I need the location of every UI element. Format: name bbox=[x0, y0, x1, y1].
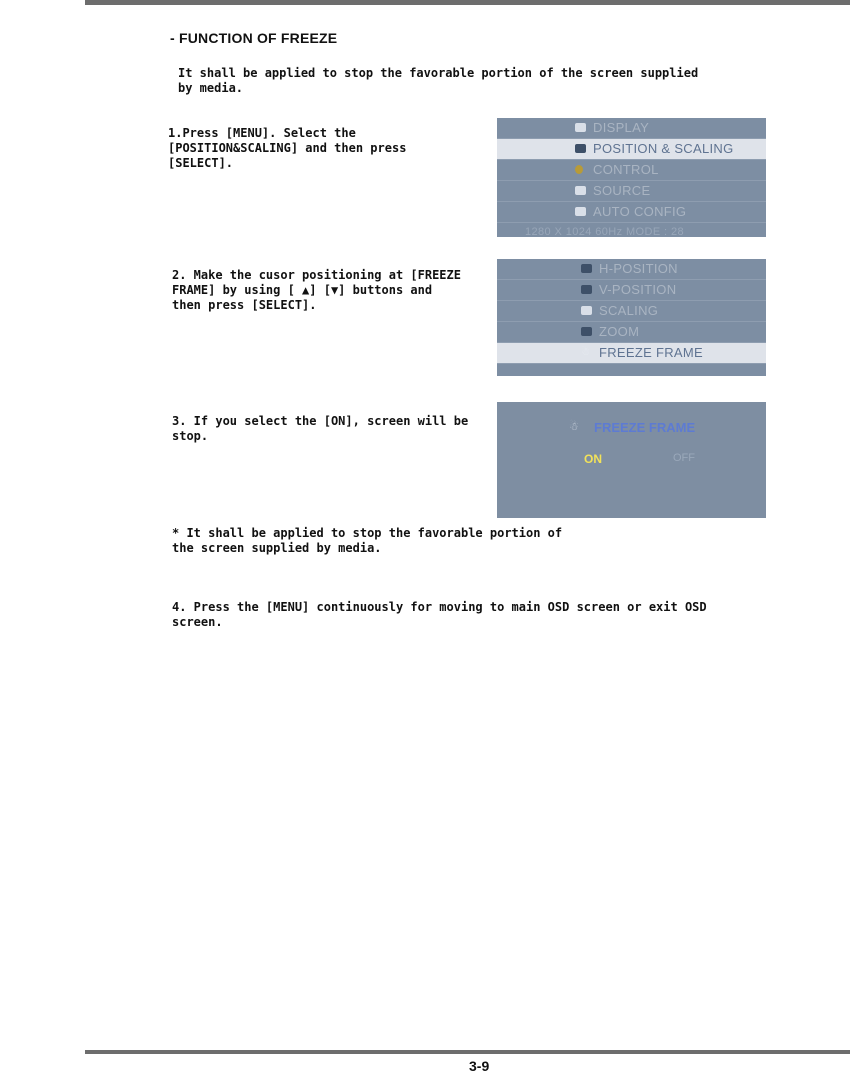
step-3-text: 3. If you select the [ON], screen will be stop. bbox=[172, 414, 469, 443]
scaling-icon bbox=[581, 306, 592, 315]
page-number: 3-9 bbox=[469, 1058, 490, 1074]
top-rule bbox=[85, 0, 850, 5]
osd-menu-item-label: CONTROL bbox=[593, 162, 659, 177]
osd-menu-item-label: V-POSITION bbox=[599, 282, 677, 297]
freeze-frame-icon: ☃ bbox=[569, 421, 579, 433]
v-position-icon bbox=[581, 285, 592, 294]
freeze-on-option[interactable]: ON bbox=[584, 452, 602, 466]
osd-menu-item-h-position[interactable] bbox=[497, 259, 766, 280]
control-icon bbox=[575, 165, 583, 174]
section-title: - FUNCTION OF FREEZE bbox=[170, 30, 338, 46]
osd-menu-item-zoom[interactable] bbox=[497, 322, 766, 343]
osd-menu-item-label: DISPLAY bbox=[593, 120, 650, 135]
freeze-frame-icon: ☃ bbox=[581, 347, 591, 358]
osd-position-scaling-menu bbox=[497, 259, 766, 376]
zoom-icon bbox=[581, 327, 592, 336]
step-1-text: 1.Press [MENU]. Select the [POSITION&SCALING] and then press [SELECT]. bbox=[168, 126, 407, 170]
osd-menu-item-label: SCALING bbox=[599, 303, 659, 318]
osd-menu-item-label: AUTO CONFIG bbox=[593, 204, 687, 219]
bottom-rule bbox=[85, 1050, 850, 1054]
position-scaling-icon bbox=[575, 144, 586, 153]
osd-menu-item-position-scaling[interactable] bbox=[497, 139, 766, 160]
osd-menu-item-freeze-frame[interactable] bbox=[497, 343, 766, 364]
osd-menu-item-display[interactable] bbox=[497, 118, 766, 139]
freeze-frame-title: FREEZE FRAME bbox=[594, 420, 696, 435]
osd-freeze-frame-panel bbox=[497, 402, 766, 518]
osd-resolution-status: 1280 X 1024 60Hz MODE : 28 bbox=[525, 226, 684, 237]
osd-menu-item-label: POSITION & SCALING bbox=[593, 141, 734, 156]
osd-menu-item-control[interactable] bbox=[497, 160, 766, 181]
osd-menu-item-label: ZOOM bbox=[599, 324, 640, 339]
h-position-icon bbox=[581, 264, 592, 273]
intro-paragraph: It shall be applied to stop the favorable portion of the screen supplied by media. bbox=[178, 66, 699, 95]
step-2-text: 2. Make the cusor positioning at [FREEZE FRAME] by using [ ▲] [▼] buttons and then press [SELECT]. bbox=[172, 268, 461, 312]
osd-menu-item-source[interactable] bbox=[497, 181, 766, 202]
osd-menu-item-auto-config[interactable] bbox=[497, 202, 766, 223]
auto-config-icon bbox=[575, 207, 586, 216]
osd-main-menu bbox=[497, 118, 766, 237]
step-4-text: 4. Press the [MENU] continuously for moving to main OSD screen or exit OSD screen. bbox=[172, 600, 707, 629]
source-icon bbox=[575, 186, 586, 195]
osd-menu-item-v-position[interactable] bbox=[497, 280, 766, 301]
osd-menu-item-label: FREEZE FRAME bbox=[599, 345, 703, 360]
display-icon bbox=[575, 123, 586, 132]
osd-menu-item-label: SOURCE bbox=[593, 183, 651, 198]
freeze-off-option[interactable]: OFF bbox=[673, 452, 695, 464]
osd-menu-item-label: H-POSITION bbox=[599, 261, 678, 276]
osd-menu-item-scaling[interactable] bbox=[497, 301, 766, 322]
note-text: * It shall be applied to stop the favorable portion of the screen supplied by media. bbox=[172, 526, 563, 555]
